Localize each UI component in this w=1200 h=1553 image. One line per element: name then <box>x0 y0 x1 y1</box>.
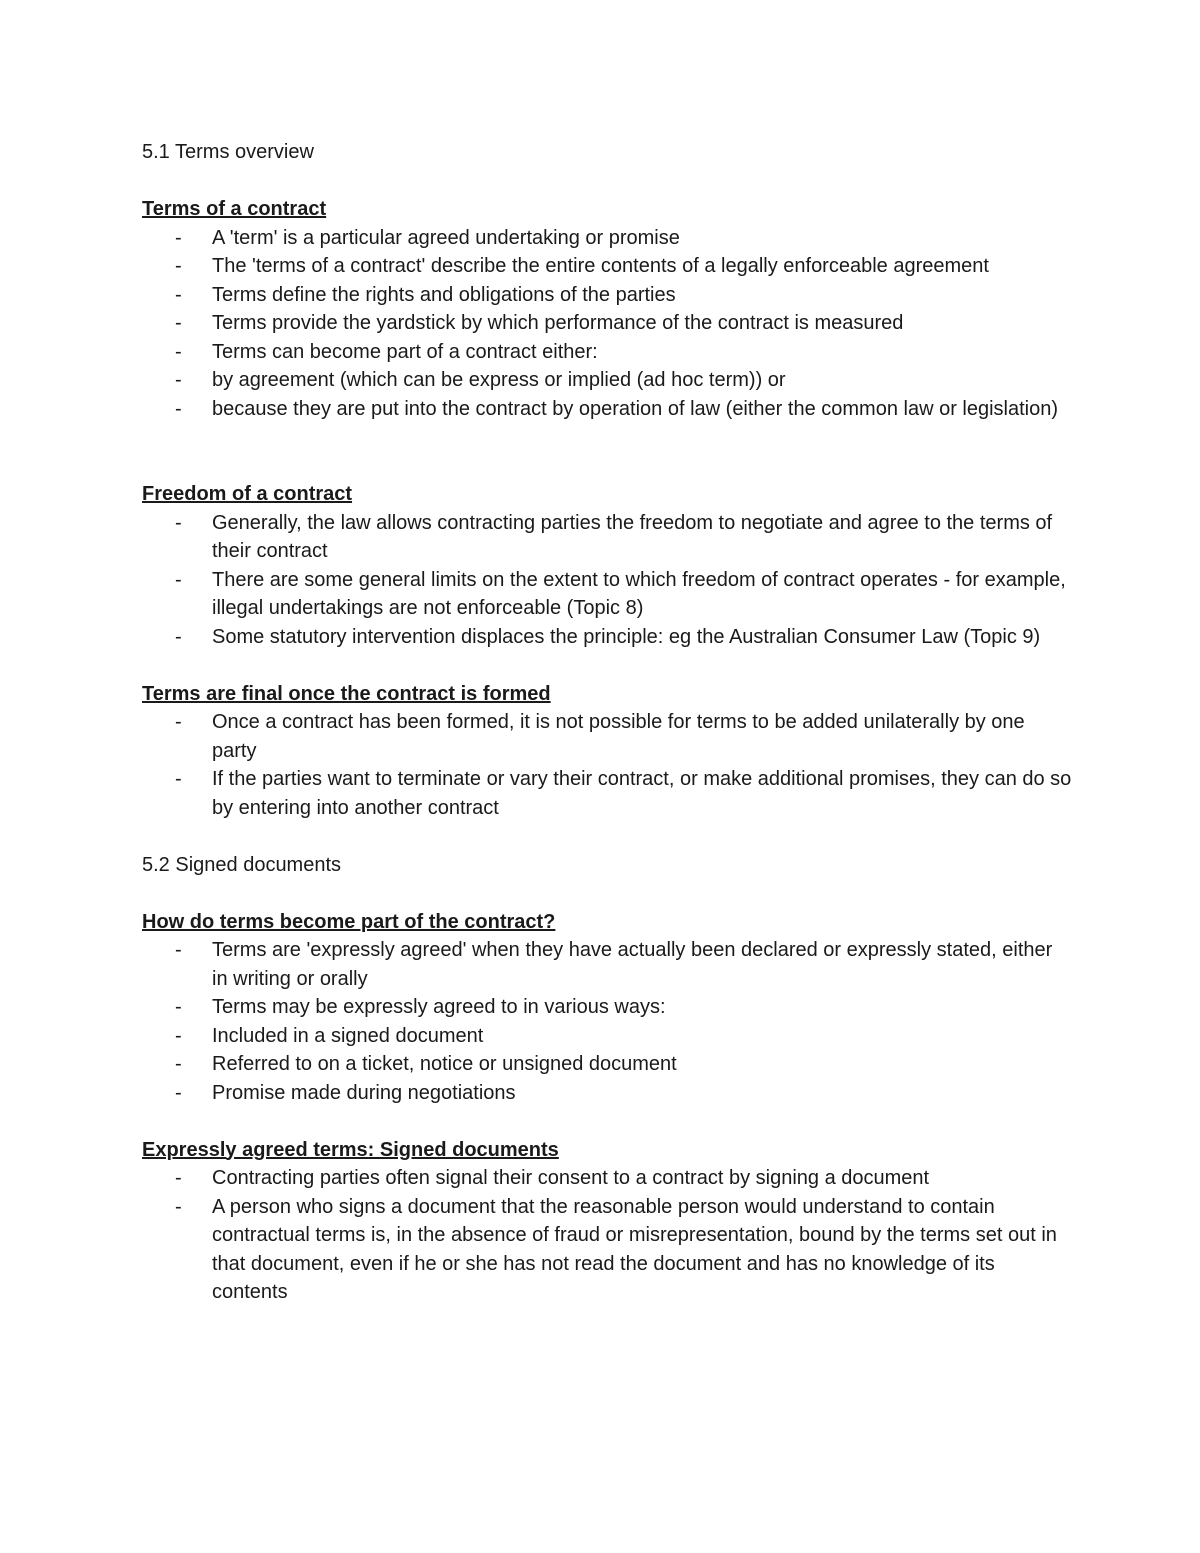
dash-bullet: - <box>175 996 182 1018</box>
heading-how-do-terms-become-part: How do terms become part of the contract? <box>142 910 556 933</box>
list-item: - Included in a signed document <box>142 1022 1072 1051</box>
section-title-5-2: 5.2 Signed documents <box>142 853 342 876</box>
list-terms-are-final <box>142 708 1072 822</box>
dash-bullet: - <box>175 283 182 306</box>
dash-bullet: - <box>175 1081 182 1104</box>
dash-bullet: - <box>175 511 182 534</box>
section-title-5-1: 5.1 Terms overview <box>142 141 314 163</box>
list-item: - Terms provide the yardstick by which performance of the contract is measured <box>142 309 1072 338</box>
dash-bullet: - <box>175 255 182 277</box>
list-item: - If the parties want to terminate or vary their contract, or make additional promises, they can do so by entering into another contract <box>142 765 1072 822</box>
dash-bullet: - <box>175 768 182 790</box>
list-item: - Terms define the rights and obligations of the parties <box>142 281 1072 310</box>
heading-expressly-agreed-terms: Expressly agreed terms: Signed documents <box>142 1138 559 1161</box>
list-item: - Generally, the law allows contracting parties the freedom to negotiate and agree to the terms of their contract <box>142 509 1072 566</box>
list-item: - Referred to on a ticket, notice or unsigned document <box>142 1050 1072 1079</box>
list-item: - Terms are 'expressly agreed' when they have actually been declared or expressly stated, either in writing or orally <box>142 936 1072 993</box>
list-item: - Terms may be expressly agreed to in various ways: <box>142 993 1072 1022</box>
list-item: - There are some general limits on the extent to which freedom of contract operates - for example, illegal undertakings are not enforceable (Topic 8) <box>142 566 1072 623</box>
list-item: - because they are put into the contract by operation of law (either the common law or legislation) <box>142 395 1072 424</box>
dash-bullet: - <box>175 312 182 334</box>
list-item: - Terms can become part of a contract either: <box>142 338 1072 367</box>
list-item: - Contracting parties often signal their consent to a contract by signing a document <box>142 1164 1072 1193</box>
dash-bullet: - <box>175 1024 182 1047</box>
heading-freedom-of-a-contract: Freedom of a contract <box>142 483 353 505</box>
list-item: - A 'term' is a particular agreed undertaking or promise <box>142 224 1072 253</box>
heading-terms-of-a-contract: Terms of a contract <box>142 198 327 220</box>
list-expressly-agreed-terms <box>142 1164 1072 1307</box>
list-terms-of-a-contract <box>142 224 1072 424</box>
list-freedom-of-a-contract <box>142 509 1072 652</box>
dash-bullet: - <box>175 369 182 391</box>
dash-bullet: - <box>175 226 182 249</box>
dash-bullet: - <box>175 340 182 363</box>
heading-terms-are-final: Terms are final once the contract is formed <box>142 682 551 705</box>
document-page <box>142 138 1072 1307</box>
list-how-do-terms-become-part <box>142 936 1072 1107</box>
list-item: - by agreement (which can be express or implied (ad hoc term)) or <box>142 366 1072 395</box>
list-item: - Some statutory intervention displaces the principle: eg the Australian Consumer Law (Topic 9) <box>142 623 1072 652</box>
dash-bullet: - <box>175 568 182 591</box>
dash-bullet: - <box>175 397 182 420</box>
dash-bullet: - <box>175 711 182 733</box>
dash-bullet: - <box>175 1167 182 1189</box>
dash-bullet: - <box>175 1195 182 1218</box>
dash-bullet: - <box>175 625 182 648</box>
dash-bullet: - <box>175 1053 182 1075</box>
list-item: - The 'terms of a contract' describe the entire contents of a legally enforceable agreement <box>142 252 1072 281</box>
dash-bullet: - <box>175 939 182 961</box>
list-item: - Once a contract has been formed, it is not possible for terms to be added unilaterally by one party <box>142 708 1072 765</box>
list-item: - Promise made during negotiations <box>142 1079 1072 1108</box>
list-item: - A person who signs a document that the reasonable person would understand to contain contractual terms is, in the absence of fraud or misrepresentation, bound by the terms set out in that document, even if he or she has not read the document and has no knowledge of its contents <box>142 1193 1072 1307</box>
